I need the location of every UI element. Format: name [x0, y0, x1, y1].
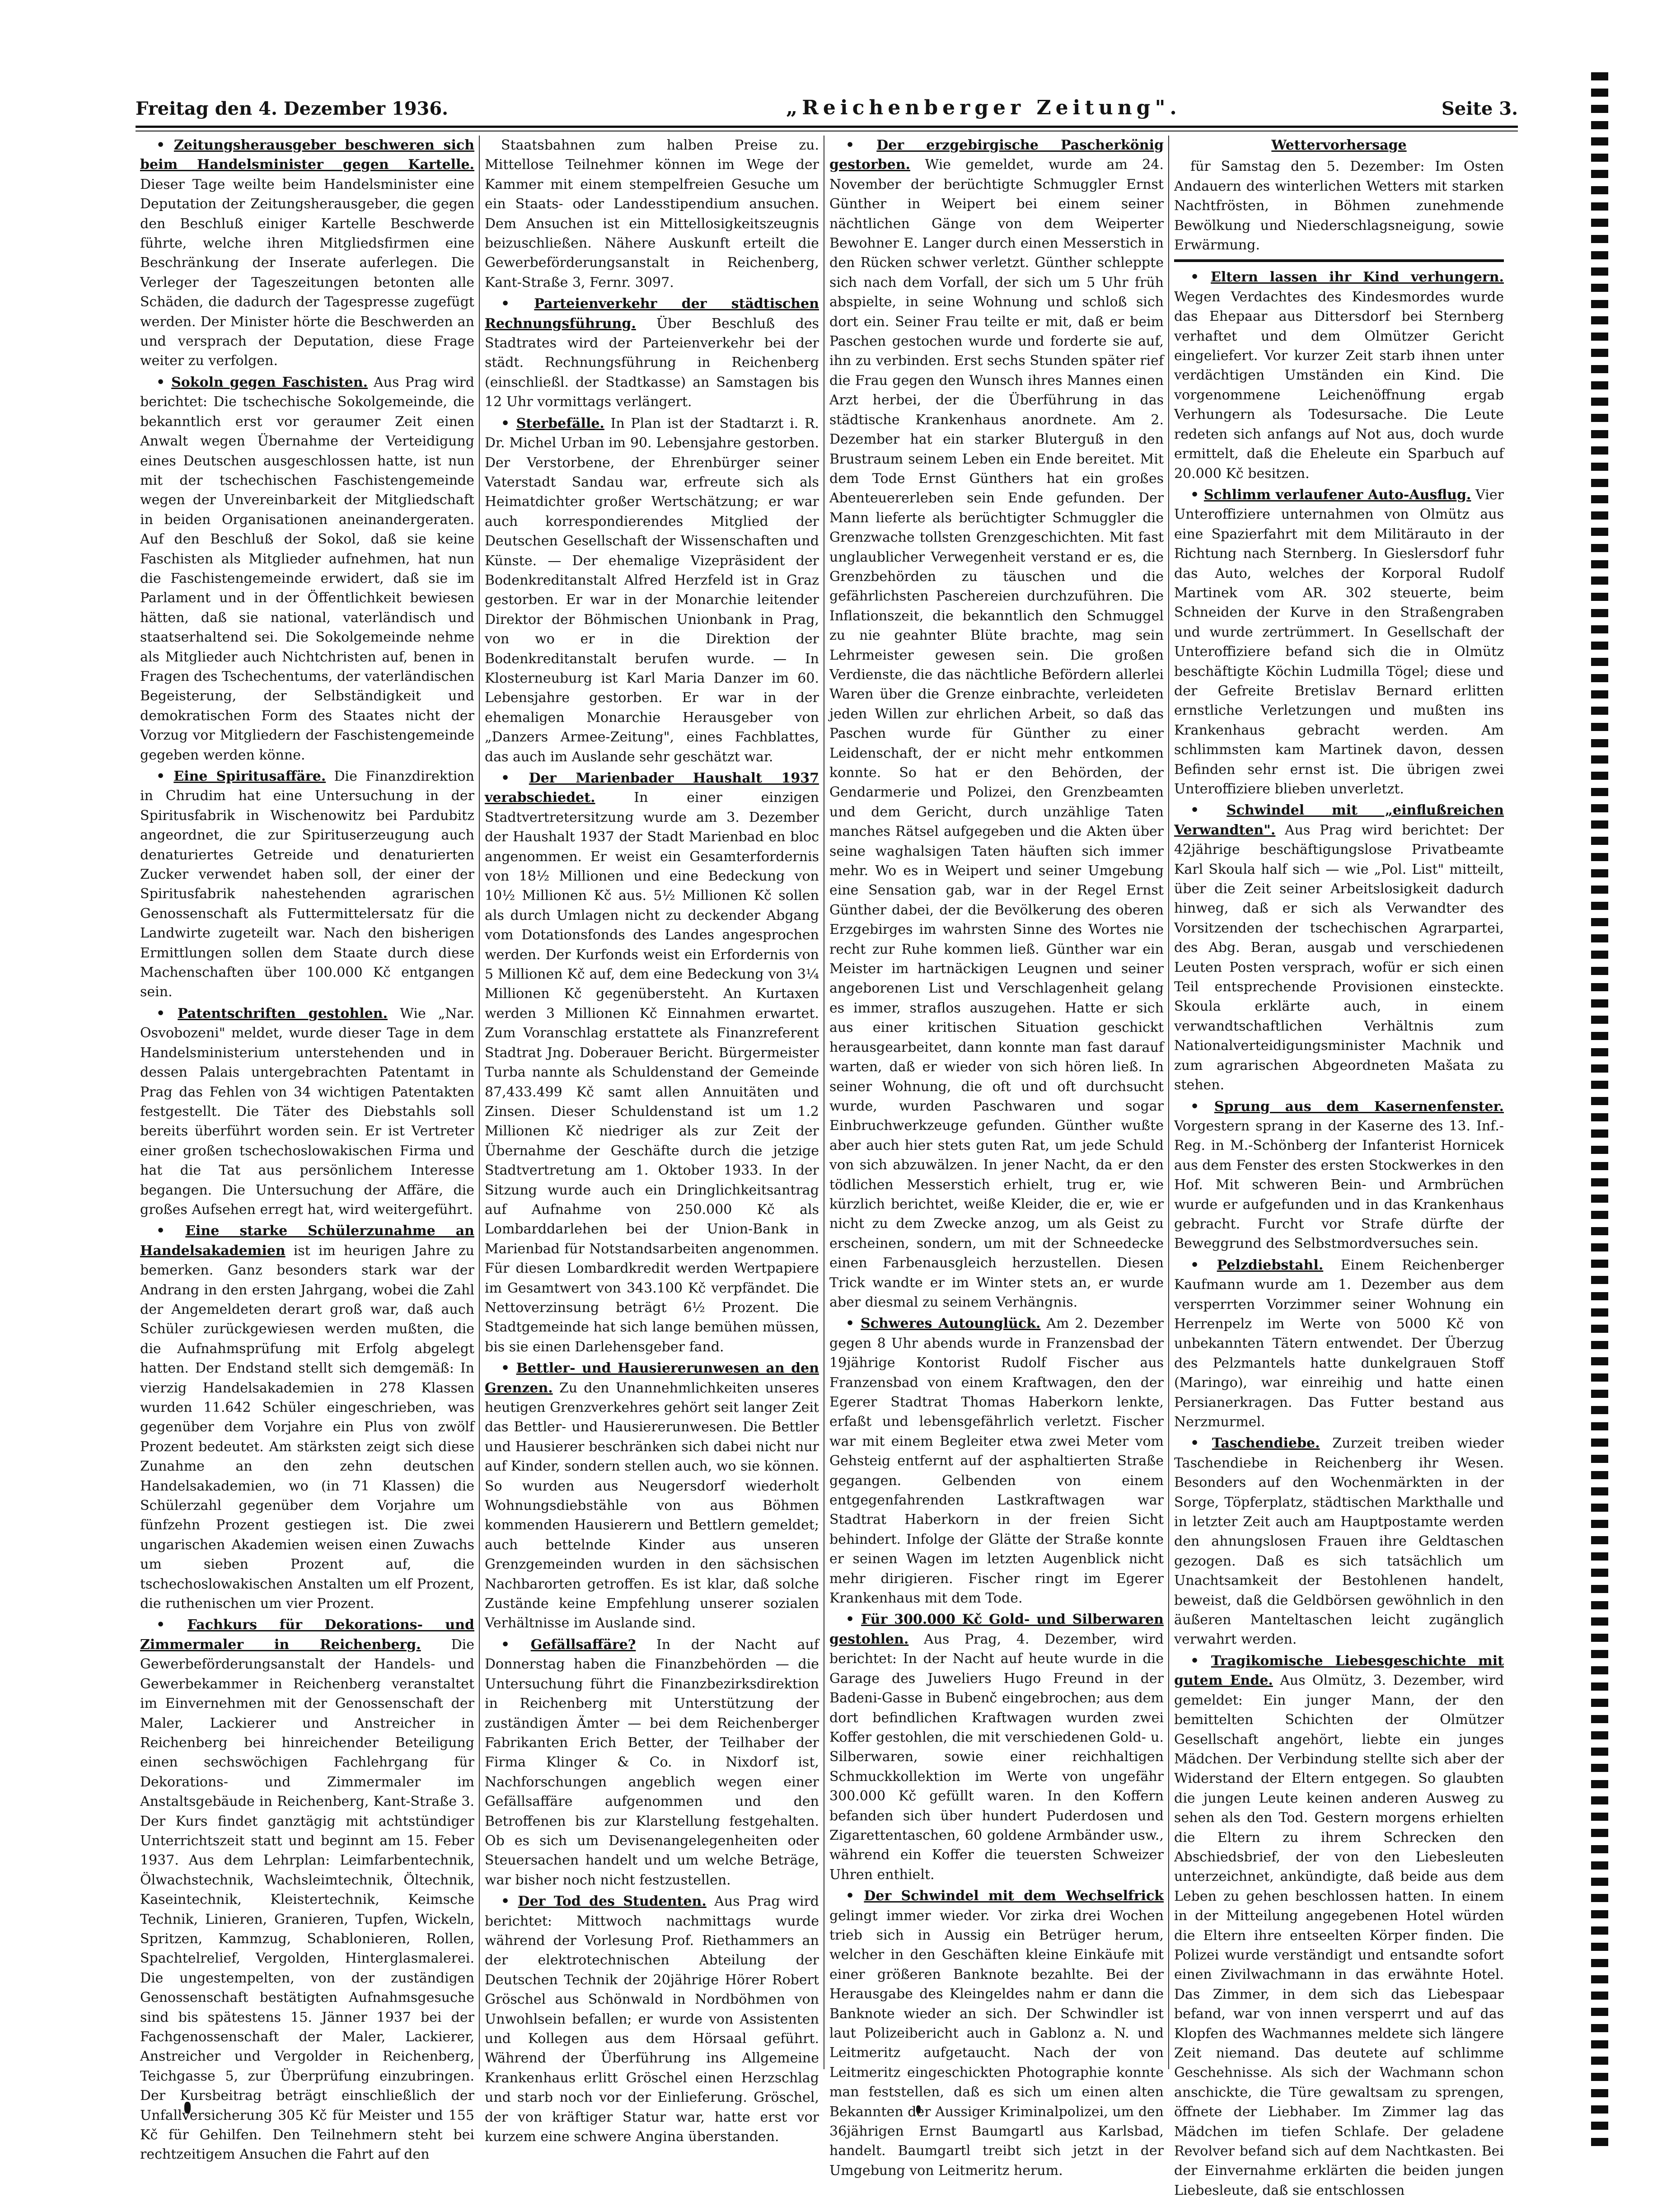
article-headline: Der Schwindel mit dem Wechselfrick: [864, 1888, 1164, 1904]
article-bullet: •: [1190, 487, 1204, 503]
article-text: In der Nacht auf Donnerstag haben die Finanzbehörden — die Untersuchung führt die Finanzbezirksdirektion in Reichenberg mit Unterstützung der zuständigen Ämter — bei dem Reichenberger Fabrikanten Erich Better, der Teilhaber der Firma Klinger & Co. in Nixdorf ist, Nachforschungen angeblich wegen einer Gefällsaffäre aufgenommen und den Betroffenen bis zur Klarstellung festgehalten. Ob es sich um Devisenangelegenheiten oder Steuersachen handelt und um welche Beträge, war bisher noch nicht festzustellen.: [485, 1636, 819, 1888]
news-article: [829, 1314, 1164, 1608]
article-bullet: •: [501, 1893, 518, 1910]
article-text: Wie gemeldet, wurde am 24. November der berüchtigte Schmuggler Ernst Günther in Weipert bei einem seiner nächtlichen Gänge von dem Weiperter Bewohner E. Langer durch einen Messerstich in den Rücken schwer verletzt. Günther schleppte sich nach dem Vorfall, der sich um 5 Uhr früh abspielte, in seine Wohnung und schloß sich dort ein. Seiner Frau teilte er mit, daß er beim Paschen gestochen wurde und forderte sie auf, ihn zu verbinden. Erst sechs Stunden später rief die Frau gegen den Wunsch ihres Mannes einen Arzt herbei, der die Überführung in das städtische Krankenhaus anordnete. Am 2. Dezember hat ein starker Bluterguß in den Brustraum seinem Leben ein Ende bereitet. Mit dem Tode Ernst Günthers hat ein großes Abenteuererleben sein Ende gefunden. Der Mann lieferte als berüchtigter Schmuggler die Grenzwache tollsten Grenzgeschichten. Mit fast unglaublicher Verwegenheit verstand er es, die Grenzbehörden zu täuschen und die gefährlichsten Paschereien durchzuführen. Die Inflationszeit, die bekanntlich den Schmuggel zu nie geahnter Blüte brachte, mag sein Lehrmeister gewesen sein. Die großen Verdienste, die das nächtliche Befördern allerlei Waren über die Grenze einbrachte, verleideten jeden Willen zur ehrlichen Arbeit, so daß das Paschen wurde für Günther zu einer Leidenschaft, der er nicht mehr entkommen konnte. So hat er den Behörden, der Gendarmerie und Polizei, den Grenzbeamten und dem Gericht, durch unzählige Taten manches Rätsel aufgegeben und die Akten über seine waghalsigen Taten häuften sich immer mehr. Wo es in Weipert und seiner Umgebung eine Sensation gab, war in der Regel Ernst Günther dabei, der die Bevölkerung des oberen Erzgebirges im wahrsten Sinne des Wortes nie recht zur Ruhe kommen ließ. Günther war ein Meister im hartnäckigen Leugnen und seiner angeborenen List und Verschlagenheit gelang es immer, straflos auszugehen. Hatte er sich aus einer kritischen Situation geschickt herausgearbeitet, dann konnte man fast darauf warten, daß er wieder von sich hören ließ. In seiner Wohnung, die oft und oft durchsucht wurde, wurden Paschwaren und sogar Einbruchwerkzeuge gefunden. Günther wußte aber auch hier stets guten Rat, um jede Schuld von sich abzuwälzen. In jener Nacht, da er den tödlichen Messerstich erhielt, trug er, wie kürzlich berichtet, weiße Kleider, die er, wie er nicht zu dem Zwecke anzog, um als Geist zu erscheinen, sondern, um mit der Schneedecke einen Farbenausgleich herzustellen. Diesen Trick wandte er im Winter stets an, er wurde aber diesmal zu seinem Verhängnis.: [829, 157, 1164, 1310]
article-text: In Plan ist der Stadtarzt i. R. Dr. Michel Urban im 90. Lebensjahre gestorben. Der Verstorbene, der Ehrenbürger seiner Vaterstadt Sandau war, erfreute sich als Heimatdichter großer Wertschätzung; er war auch korrespondierendes Mitglied der Deutschen Gesellschaft der Wissenschaften und Künste. — Der ehemalige Vizepräsident der Bodenkreditanstalt Alfred Herzfeld ist in Graz gestorben. Er war in der Monarchie leitender Direktor der Böhmischen Unionbank in Prag, von wo er in die Direktion der Bodenkreditanstalt berufen wurde. — In Klosterneuburg ist Karl Maria Danzer im 60. Lebensjahre gestorben. Er war in der ehemaligen Monarchie Herausgeber von „Danzers Armee-Zeitung", eines Fachblattes, das auch im Auslande sehr geschätzt war.: [485, 415, 819, 765]
article-paragraph: [1174, 485, 1504, 799]
weather-text: für Samstag den 5. Dezember: Im Osten Andauern des winterlichen Wetters mit starken Nachtfrösten, in Böhmen zunehmende Bewölkung und Niederschlagsneigung, sowie Erwärmung.: [1174, 159, 1504, 253]
article-headline: Taschendiebe.: [1212, 1435, 1320, 1452]
article-bullet: •: [1190, 802, 1227, 819]
article-paragraph: [140, 1004, 474, 1219]
article-paragraph: [1174, 267, 1504, 483]
news-article: [485, 136, 819, 292]
column-1: [140, 136, 475, 2163]
column-3: [829, 136, 1164, 2179]
weather-forecast: [1174, 136, 1504, 255]
article-paragraph: [1174, 801, 1504, 1095]
article-text: Vier Unteroffiziere unternahmen von Olmütz aus eine Spazierfahrt mit dem Militärauto in der Richtung nach Sternberg. In Gieslersdorf fuhr das Auto, welches der Korporal Rudolf Martinek vom AR. 302 steuerte, beim Schneiden der Kurve in den Straßengraben und wurde zertrümmert. In Gesellschaft der Unteroffiziere befand sich die in Olmütz beschäftigte Köchin Ludmilla Tögel; diese und der Gefreite Bretislav Bernard erlitten ernstliche Verletzungen und mußten ins Krankenhaus gebracht werden. Am schlimmsten kam Martinek davon, dessen Befinden sehr ernst ist. Die übrigen zwei Unteroffiziere blieben unverletzt.: [1174, 487, 1504, 797]
news-article: [140, 1004, 474, 1219]
article-headline: Eltern lassen ihr Kind verhungern.: [1211, 269, 1504, 286]
article-paragraph: [485, 769, 819, 1357]
article-headline: Gefällsaffäre?: [530, 1636, 636, 1653]
news-article: [140, 136, 474, 371]
article-text: Über Beschluß des Stadtrates wird der Parteienverkehr bei der städt. Rechnungsführung in Reichenberg (einschließl. der Stadtkasse) an Samstagen bis 12 Uhr vormittags verlängert.: [485, 315, 819, 410]
article-headline: Tragikomische Liebesgeschichte mit gutem Ende.: [1174, 1653, 1504, 1689]
article-bullet: •: [156, 1005, 178, 1022]
newspaper-title: „Reichenberger Zeitung".: [786, 96, 1181, 119]
article-headline: Schlimm verlaufener Auto-Ausflug.: [1203, 487, 1471, 503]
article-text: Staatsbahnen zum halben Preise zu. Mittellose Teilnehmer können im Wege der Kammer mit einem stempelfreien Gesuche um ein Staats- oder Landesstipendium ansuchen. Dem Ansuchen ist ein Mittellosigkeitszeugnis beizuschließen. Nähere Auskunft erteilt die Gewerbeförderungsanstalt in Reichenberg, Kant-Straße 3, Fernr. 3097.: [485, 137, 819, 291]
article-bullet: •: [156, 1617, 187, 1633]
article-text: Aus Prag wird berichtet: Der 42jährige beschäftigungslose Privatbeamte Karl Skoula half sich — wie „Pol. List" mitteilt, über die Zeit seiner Arbeitslosigkeit dadurch hinweg, daß er sich als Verwandter des Vorsitzenden der tschechischen Agrarpartei, des Abg. Beran, ausgab und verschiedenen Leuten Posten versprach, wofür er sich einen Teil entsprechende Provisionen einsteckte. Skoula erklärte auch, in einem verwandtschaftlichen Verhältnis zum Nationalverteidigungsminister Machnik und zum agrarischen Abgeordneten Mašata zu stehen.: [1174, 822, 1504, 1093]
article-text: Die Finanzdirektion in Chrudim hat eine Untersuchung in der Spiritusfabrik in Wischenowitz bei Pardubitz angeordnet, die zur Spirituserzeugung auch denaturiertes Getreide und denaturierten Zucker verwendet haben soll, der einer der Spiritusfabrik nahestehenden agrarischen Genossenschaft als Futtermittelersatz für die Landwirte zugeteilt war. Nach den bisherigen Ermittlungen sollen dem Staate durch diese Machenschaften über 100.000 Kč entgangen sein.: [140, 769, 474, 1000]
article-headline: Schweres Autounglück.: [860, 1316, 1041, 1332]
news-article: [140, 1615, 474, 2164]
article-headline: Eine starke Schülerzunahme an Handelsakademien: [140, 1223, 474, 1259]
news-article: [485, 294, 819, 412]
article-text: In einer einzigen Stadtvertretersitzung wurde am 3. Dezember der Haushalt 1937 der Stadt Marienbad en bloc angenommen. Er weist ein Gesamterfordernis von 18½ Millionen und eine Bedeckung von 10½ Millionen Kč aus. 5½ Millionen Kč sollen als durch Umlagen nicht zu deckender Abgang vom Dotationsfonds des Landes angesprochen werden. Der Kurfonds weist ein Erfordernis von 5 Millionen Kč auf, dem eine Bedeckung von 3¼ Millionen Kč gegenübersteht. An Kurtaxen werden 3 Millionen Kč Einnahmen erwartet. Zum Voranschlag erstattete als Finanzreferent Stadtrat Jng. Doberauer Bericht. Bürgermeister Turba nannte als Schuldenstand der Gemeinde 87,433.499 Kč samt allen Annuitäten und Zinsen. Dieser Schuldenstand ist um 1.2 Millionen Kč niedriger als zur Zeit der Übernahme der Geschäfte durch die jetzige Stadtvertretung am 1. Oktober 1933. In der Sitzung wurde auch ein Dringlichkeitsantrag auf Aufnahme von 250.000 Kč als Lombarddarlehen bei der Union-Bank in Marienbad für Notstandsarbeiten angenommen. Für diesen Lombardkredit werden Wertpapiere im Gesamtwert von 343.100 Kč verpfändet. Die Nettoverzinsung beträgt 6½ Prozent. Die Stadtgemeinde hat sich lange bemühen müssen, bis sie einen Darlehensgeber fand.: [485, 790, 819, 1355]
article-text: Aus Prag wird berichtet: Mittwoch nachmittags wurde während der Vorlesung Prof. Riethammers an der elektrotechnischen Abteilung der Deutschen Technik der 20jährige Hörer Robert Gröschel aus Schönwald in Nordböhmen von Unwohlsein befallen; er wurde von Assistenten und Kollegen aus dem Hörsaal geführt. Während der Überführung ins Allgemeine Krankenhaus erlitt Gröschel einen Herzschlag und starb noch vor der Einlieferung. Gröschel, der von kräftiger Statur war, hatte erst vor kurzem eine schwere Angina überstanden.: [485, 1893, 819, 2145]
article-bullet: •: [846, 1612, 861, 1628]
article-headline: Sterbefälle.: [516, 415, 604, 431]
news-article: [1174, 1651, 1504, 2200]
news-article: [1174, 485, 1504, 799]
news-article: [485, 1635, 819, 1890]
header-rule-thick: [136, 126, 1518, 128]
article-bullet: •: [846, 1888, 864, 1904]
article-paragraph: [140, 1221, 474, 1613]
article-headline: Schwindel mit „einflußreichen Verwandten".: [1174, 802, 1504, 838]
article-bullet: •: [846, 1316, 861, 1332]
article-text: Einem Reichenberger Kaufmann wurde am 1. Dezember aus dem versperrten Vorzimmer seiner Wohnung ein Herrenpelz im Werte von 5000 Kč von unbekannten Tätern entwendet. Der Überzug des Pelzmantels hatte dunkelgrauen Stoff (Maringo), war einreihig und hatte einen Persianerkragen. Das Futter bestand aus Nerzmurmel.: [1174, 1257, 1504, 1430]
article-text: Vorgestern sprang in der Kaserne des 13. Inf.-Reg. in M.-Schönberg der Infanterist Hornicek aus dem Fenster des ersten Stockwerkes in den Hof. Mit schweren Bein- und Armbrüchen wurde er aufgefunden und in das Krankenhaus gebracht. Furcht vor Strafe dürfte der Beweggrund des Selbstmordversuches sein.: [1174, 1118, 1504, 1252]
article-bullet: •: [501, 1636, 531, 1653]
article-headline: Der erzgebirgische Pascherkönig gestorben.: [829, 137, 1164, 173]
article-text: ist im heurigen Jahre zu bemerken. Ganz besonders stark war der Andrang in den ersten Jahrgang, wobei die Zahl der Angemeldeten derart groß war, daß auch Schüler zurückgewiesen werden mußten, die die Aufnahmsprüfung mit Erfolg abgelegt hatten. Der Endstand stellt sich demgemäß: In vierzig Handelsakademien in 278 Klassen wurden 11.642 Schüler eingeschrieben, was gegenüber dem Vorjahre ein Plus von zwölf Prozent bedeutet. Am stärksten zeigt sich diese Zunahme an den zehn deutschen Handelsakademien, wo (in 71 Klassen) die Schülerzahl gegenüber dem Vorjahre um fünfzehn Prozent gestiegen ist. Die zwei ungarischen Akademien weisen einen Zuwachs um sieben Prozent auf, die tschechoslowakischen Anstalten um elf Prozent, die ruthenischen um vier Prozent.: [140, 1242, 474, 1612]
article-bullet: •: [1190, 1435, 1212, 1452]
news-article: [1174, 801, 1504, 1095]
column-divider: [479, 136, 480, 2069]
news-article: [829, 1610, 1164, 1884]
weather-rule: [1174, 259, 1504, 262]
article-bullet: •: [1190, 269, 1211, 286]
article-headline: Der Tod des Studenten.: [518, 1893, 707, 1910]
column-4: [1174, 136, 1504, 2198]
news-article: [1174, 1097, 1504, 1254]
article-bullet: •: [501, 415, 516, 431]
article-paragraph: [140, 136, 474, 371]
article-text: Zu den Unannehmlichkeiten unseres heutigen Grenzverkehres gehört seit langer Zeit das Bettler- und Hausiererunwesen. Die Bettler und Hausierer beschränken sich dabei nicht nur auf Kinder, sondern stellen auch, wo sie können. So wurden aus Neugersdorf wiederholt Wohnungsdiebstähle von aus Böhmen kommenden Hausierern und Bettlern gemeldet; auch bettelnde Kinder aus unseren Grenzgemeinden wurden in den sächsischen Nachbarorten getroffen. Es ist klar, daß solche Zustände keine Empfehlung unserer sozialen Verhältnisse im Auslande sind.: [485, 1380, 819, 1631]
article-text: Dieser Tage weilte beim Handelsminister eine Deputation der Zeitungsherausgeber, die gegen den Beschluß einiger Kartelle Beschwerde führte, welche ihren Mitgliedsfirmen eine Beschränkung der Inserate auferlegen. Die Verleger der Tageszeitungen betonten alle Schäden, die dadurch der Tagespresse zugefügt werden. Der Minister hörte die Beschwerden an und versprach der Deputation, diese Frage weiter zu verfolgen.: [140, 176, 474, 369]
article-paragraph: [485, 1892, 819, 2146]
article-paragraph: [829, 1610, 1164, 1884]
article-bullet: •: [156, 374, 172, 390]
article-paragraph: [1174, 1097, 1504, 1254]
article-paragraph: [485, 136, 819, 292]
news-article: [485, 769, 819, 1357]
issue-date: Freitag den 4. Dezember 1936.: [136, 98, 449, 119]
article-bullet: •: [501, 770, 529, 786]
article-bullet: •: [1190, 1653, 1211, 1669]
article-bullet: •: [156, 1223, 186, 1239]
page-number: Seite 3.: [1441, 98, 1518, 119]
article-paragraph: [1174, 1256, 1504, 1432]
article-headline: Parteienverkehr der städtischen Rechnungsführung.: [485, 296, 819, 332]
news-article: [1174, 1256, 1504, 1432]
article-paragraph: [1174, 1651, 1504, 2200]
news-article: [140, 373, 474, 765]
article-text: Aus Prag wird berichtet: Die tschechische Sokolgemeinde, die bekanntlich erst vor geraumer Zeit einen Anwalt wegen Übernahme der Verteidigung eines Deutschen ausgeschlossen hatte, ist nun mit der tschechischen Faschistengemeinde wegen der Unvereinbarkeit der Mitgliedschaft in beiden Organisationen aneinandergeraten. Auf den Beschluß der Sokol, daß sie keine Faschisten als Mitglieder aufnehmen, hat nun die Faschistengemeinde erwidert, daß sie im Parlament und in der Öffentlichkeit bewiesen hätten, daß sie national, vaterländisch und staatserhaltend sei. Die Sokolgemeinde nehme als Mitglieder auch Nichtchristen auf, benen in Fragen des Tschechentums, der vaterländischen Begeisterung, der Selbständigkeit und demokratischen Form des Staates nicht der Vorzug vor Mitgliedern der Faschistengemeinde gegeben werden könne.: [140, 374, 474, 763]
article-headline: Patentschriften gestohlen.: [178, 1005, 388, 1022]
article-bullet: •: [156, 137, 174, 153]
article-paragraph: [485, 1635, 819, 1890]
news-article: [485, 1359, 819, 1633]
news-article: [485, 414, 819, 767]
article-paragraph: [829, 136, 1164, 1312]
article-paragraph: [485, 1359, 819, 1633]
article-text: Wegen Verdachtes des Kindesmordes wurde das Ehepaar aus Dittersdorf bei Sternberg verhaftet und dem Olmützer Gericht eingeliefert. Vor kurzer Zeit starb ihnen unter verdächtigen Umständen ein Kind. Die vorgenommene Leichenöffnung ergab Verhungern als Todesursache. Die Leute redeten sich anfangs auf Not aus, doch wurde ermittelt, daß die Eheleute ein Sparbuch auf 20.000 Kč besitzen.: [1174, 289, 1504, 482]
article-bullet: •: [1190, 1257, 1217, 1273]
news-article: [829, 1886, 1164, 2180]
news-article: [140, 1221, 474, 1613]
article-paragraph: [140, 373, 474, 765]
news-article: [1174, 1434, 1504, 1649]
article-headline: Für 300.000 Kč Gold- und Silberwaren gestohlen.: [829, 1612, 1164, 1647]
article-paragraph: [829, 1314, 1164, 1608]
article-headline: Sprung aus dem Kasernenfenster.: [1214, 1098, 1504, 1115]
article-paragraph: [140, 1615, 474, 2164]
article-paragraph: [140, 767, 474, 1002]
article-headline: Pelzdiebstahl.: [1217, 1257, 1324, 1273]
column-2: [485, 136, 819, 2145]
news-article: [485, 1892, 819, 2146]
news-article: [1174, 267, 1504, 483]
article-bullet: •: [1190, 1098, 1214, 1115]
column-divider: [1168, 136, 1169, 2069]
article-headline: Bettler- und Hausiererunwesen an den Grenzen.: [485, 1360, 819, 1396]
article-bullet: •: [846, 137, 877, 153]
article-paragraph: [485, 294, 819, 412]
article-bullet: •: [501, 296, 534, 312]
article-headline: Sokoln gegen Faschisten.: [171, 374, 368, 390]
article-headline: Zeitungsherausgeber beschweren sich beim Handelsminister gegen Kartelle.: [140, 137, 475, 173]
page-header: [136, 93, 1518, 124]
article-headline: Der Marienbader Haushalt 1937 verabschiedet.: [485, 770, 819, 806]
article-bullet: •: [501, 1360, 516, 1377]
article-headline: Fachkurs für Dekorations- und Zimmermaler in Reichenberg.: [140, 1617, 474, 1653]
article-headline: Eine Spiritusaffäre.: [173, 769, 326, 784]
article-text: Aus Prag, 4. Dezember, wird berichtet: In der Nacht auf heute wurde in die Garage des Juweliers Hugo Freund in der Badeni-Gasse in Bubenč eingebrochen; aus dem dort befindlichen Kraftwagen wurden zwei Koffer gestohlen, die mit verschiedenen Gold- u. Silberwaren, sowie einer reichhaltigen Schmuckkollektion im Werte von ungefähr 300.000 Kč gefüllt waren. In den Koffern befanden sich über hundert Puderdosen und Zigarettentaschen, 60 goldene Armbänder usw., während ein Koffer die teuersten Schweizer Uhren enthielt.: [829, 1631, 1164, 1883]
news-article: [829, 136, 1164, 1312]
article-paragraph: [1174, 1434, 1504, 1649]
article-text: Am 2. Dezember gegen 8 Uhr abends wurde in Franzensbad der 19jährige Kontorist Rudolf Fischer aus Franzensbad von einem Kraftwagen, den der Egerer Stadtrat Thomas Haberkorn lenkte, erfaßt und lebensgefährlich verletzt. Fischer war mit einem Begleiter etwa zwei Meter vom Gehsteig entfernt auf der asphaltierten Straße gegangen. Gelbenden von einem entgegenfahrenden Lastkraftwagen war Stadtrat Haberkorn in der freien Sicht behindert. Infolge der Glätte der Straße konnte er seinen Wagen im letzten Augenblick nicht mehr dirigieren. Fischer ringt im Egerer Krankenhaus mit dem Tode.: [829, 1316, 1164, 1607]
article-paragraph: [485, 414, 819, 767]
article-text: Wie „Nar. Osvobozeni" meldet, wurde dieser Tage in dem Handelsministerium unterstehenden und in dessen Palais untergebrachten Patentamt in Prag das Fehlen von 34 wichtigen Patentakten festgestellt. Die Täter des Diebstahls soll bereits überführt worden sein. Er ist Vertreter einer großen tschechoslowakischen Firma und hat die Tat aus persönlichem Interesse begangen. Die Untersuchung der Affäre, die großes Aufsehen erregt hat, wird weitergeführt.: [140, 1005, 475, 1218]
article-bullet: •: [156, 769, 174, 784]
scan-edge-strip: [1591, 72, 1608, 2151]
article-text: Zurzeit treiben wieder Taschendiebe in Reichenberg ihr Wesen. Besonders auf den Wochenmärkten in der Sorge, Töpferplatz, städtischen Markthalle und in letzter Zeit auch am Hauptpostamte werden den ahnungslosen Frauen ihre Geldtaschen gezogen. Daß es sich tatsächlich um Unachtsamkeit der Bestohlenen handelt, beweist, daß die Geldbörsen gewöhnlich in den äußeren Manteltaschen leicht zugänglich verwahrt werden.: [1174, 1435, 1504, 1648]
article-text: Aus Olmütz, 3. Dezember, wird gemeldet: Ein junger Mann, der den bemittelten Schichten der Olmützer Gesellschaft angehört, liebte ein junges Mädchen. Der Verbindung stellte sich aber der Widerstand der Eltern entgegen. So glaubten die jungen Leute keinen anderen Ausweg zu sehen als den Tod. Gestern morgens erhielten die Eltern zu ihrem Schrecken den Abschiedsbrief, der von den Liebesleuten unterzeichnet, ankündigte, daß beide aus dem Leben zu gehen beschlossen hatten. In einem in der Mitteilung angegebenen Hotel würden die Eltern ihre entseelten Körper finden. Die Polizei wurde verständigt und entsandte sofort einen Zivilwachmann in das erwähnte Hotel. Das Zimmer, in dem sich das Liebespaar befand, war von innen versperrt und auf das Klopfen des Wachmannes meldete sich längere Zeit niemand. Das deutete auf schlimme Geschehnisse. Als sich der Wachmann schon anschickte, die Türe gewaltsam zu sprengen, öffnete der Liebhaber. Im Zimmer lag das Mädchen im tiefen Schlafe. Der geladene Revolver befand sich auf dem Nachtkasten. Bei der Einvernahme erklärten die beiden jungen Liebesleute, daß sie entschlossen: [1174, 1673, 1504, 2198]
news-article: [140, 767, 474, 1002]
article-paragraph: [829, 1886, 1164, 2180]
article-text: Die Gewerbeförderungsanstalt der Handels- und Gewerbekammer in Reichenberg veranstaltet im Einvernehmen mit der Genossenschaft der Maler, Lackierer und Anstreicher in Reichenberg bei hinreichender Beteiligung einen sechswöchigen Fachlehrgang für Dekorations- und Zimmermaler im Anstaltsgebäude in Reichenberg, Kant-Straße 3. Der Kurs findet ganztägig mit achtstündiger Unterrichtszeit statt und beginnt am 15. Feber 1937. Aus dem Lehrplan: Leimfarbentechnik, Ölwachstechnik, Wachsleimtechnik, Öltechnik, Kaseintechnik, Kleistertechnik, Keimsche Technik, Linieren, Granieren, Tupfen, Wickeln, Spritzen, Kammzug, Schablonieren, Rollen, Spachtelrelief, Vergolden, Hinterglasmalerei. Die ungestempelten, von der zuständigen Genossenschaft bestätigten Aufnahmsgesuche sind bis spätestens 15. Jänner 1937 bei der Fachgenossenschaft der Maler, Lackierer, Anstreicher und Vergolder in Reichenberg, Teichgasse 5, zur Überprüfung einzubringen. Der Kursbeitrag beträgt einschließlich der Unfallversicherung 305 Kč für Meister und 155 Kč für Gehilfen. Den Teilnehmern steht bei rechtzeitigem Ansuchen die Fahrt auf den: [140, 1636, 474, 2163]
article-text: gelingt immer wieder. Vor zirka drei Wochen trieb sich in Aussig ein Betrüger herum, welcher in den Geschäften kleine Einkäufe mit einer größeren Banknote bezahlte. Bei der Herausgabe des Kleingeldes nahm er dann die Banknote wieder an sich. Der Schwindler ist laut Polizeibericht auch in Gablonz a. N. und Leitmeritz aufgetaucht. Nach der von Leitmeritz eingeschickten Photographie konnte man feststellen, daß es sich um einen alten Bekannten der Aussiger Kriminalpolizei, um den 36jährigen Ernst Baumgartl aus Karlsbad, handelt. Baumgartl treibt sich jetzt in der Umgebung von Leitmeritz herum.: [829, 1907, 1164, 2179]
weather-title: Wettervorhersage: [1271, 137, 1407, 153]
